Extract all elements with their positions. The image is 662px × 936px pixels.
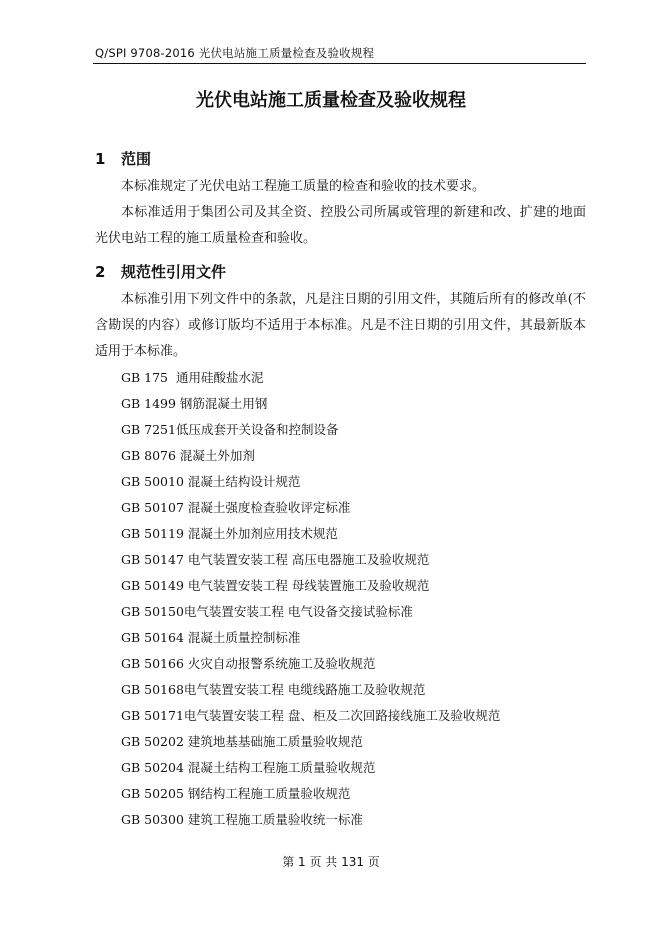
reference-item: GB 50300 建筑工程施工质量验收统一标准 [121, 812, 363, 827]
paragraph: 本标准规定了光伏电站工程施工质量的检查和验收的技术要求。 [121, 179, 486, 194]
reference-item: GB 7251低压成套开关设备和控制设备 [121, 422, 339, 437]
reference-item: GB 50171电气装置安装工程 盘、柜及二次回路接线施工及验收规范 [121, 708, 501, 723]
section-title: 范围 [121, 150, 152, 168]
section-title: 规范性引用文件 [121, 263, 227, 281]
reference-item: GB 50010 混凝土结构设计规范 [121, 474, 301, 489]
reference-item: GB 175 通用硅酸盐水泥 [121, 370, 264, 385]
reference-item: GB 50166 火灾自动报警系统施工及验收规范 [121, 656, 376, 671]
reference-item: GB 8076 混凝土外加剂 [121, 448, 255, 463]
page-number-footer: 第 1 页 共 131 页 [282, 855, 380, 869]
reference-item: GB 50205 钢结构工程施工质量验收规范 [121, 786, 351, 801]
reference-item: GB 50149 电气装置安装工程 母线装置施工及验收规范 [121, 578, 430, 593]
section-number: 2 [95, 263, 106, 281]
header-divider [93, 63, 586, 64]
reference-item: GB 50107 混凝土强度检查验收评定标准 [121, 500, 351, 515]
section-number: 1 [95, 150, 106, 168]
paragraph: 本标准适用于集团公司及其全资、控股公司所属或管理的新建和改、扩建的地面光伏电站工程的施工质量检查和验收。 [95, 205, 586, 246]
section-heading-1 [95, 148, 151, 169]
reference-item: GB 50119 混凝土外加剂应用技术规范 [121, 526, 338, 541]
document-title: 光伏电站施工质量检查及验收规程 [196, 90, 466, 111]
section-heading-2 [95, 261, 226, 282]
reference-item: GB 50168电气装置安装工程 电缆线路施工及验收规范 [121, 682, 426, 697]
reference-item: GB 50164 混凝土质量控制标准 [121, 630, 301, 645]
running-header: Q/SPI 9708-2016 光伏电站施工质量检查及验收规程 [95, 46, 375, 60]
reference-item: GB 50202 建筑地基基础施工质量验收规范 [121, 734, 363, 749]
reference-item: GB 50150电气装置安装工程 电气设备交接试验标准 [121, 604, 413, 619]
reference-item: GB 1499 钢筋混凝土用钢 [121, 396, 268, 411]
reference-item: GB 50204 混凝土结构工程施工质量验收规范 [121, 760, 376, 775]
paragraph: 本标准引用下列文件中的条款，凡是注日期的引用文件，其随后所有的修改单(不含勘误的内容）或修订版均不适用于本标准。凡是不注日期的引用文件，其最新版本适用于本标准。 [95, 292, 586, 359]
reference-item: GB 50147 电气装置安装工程 高压电器施工及验收规范 [121, 552, 430, 567]
